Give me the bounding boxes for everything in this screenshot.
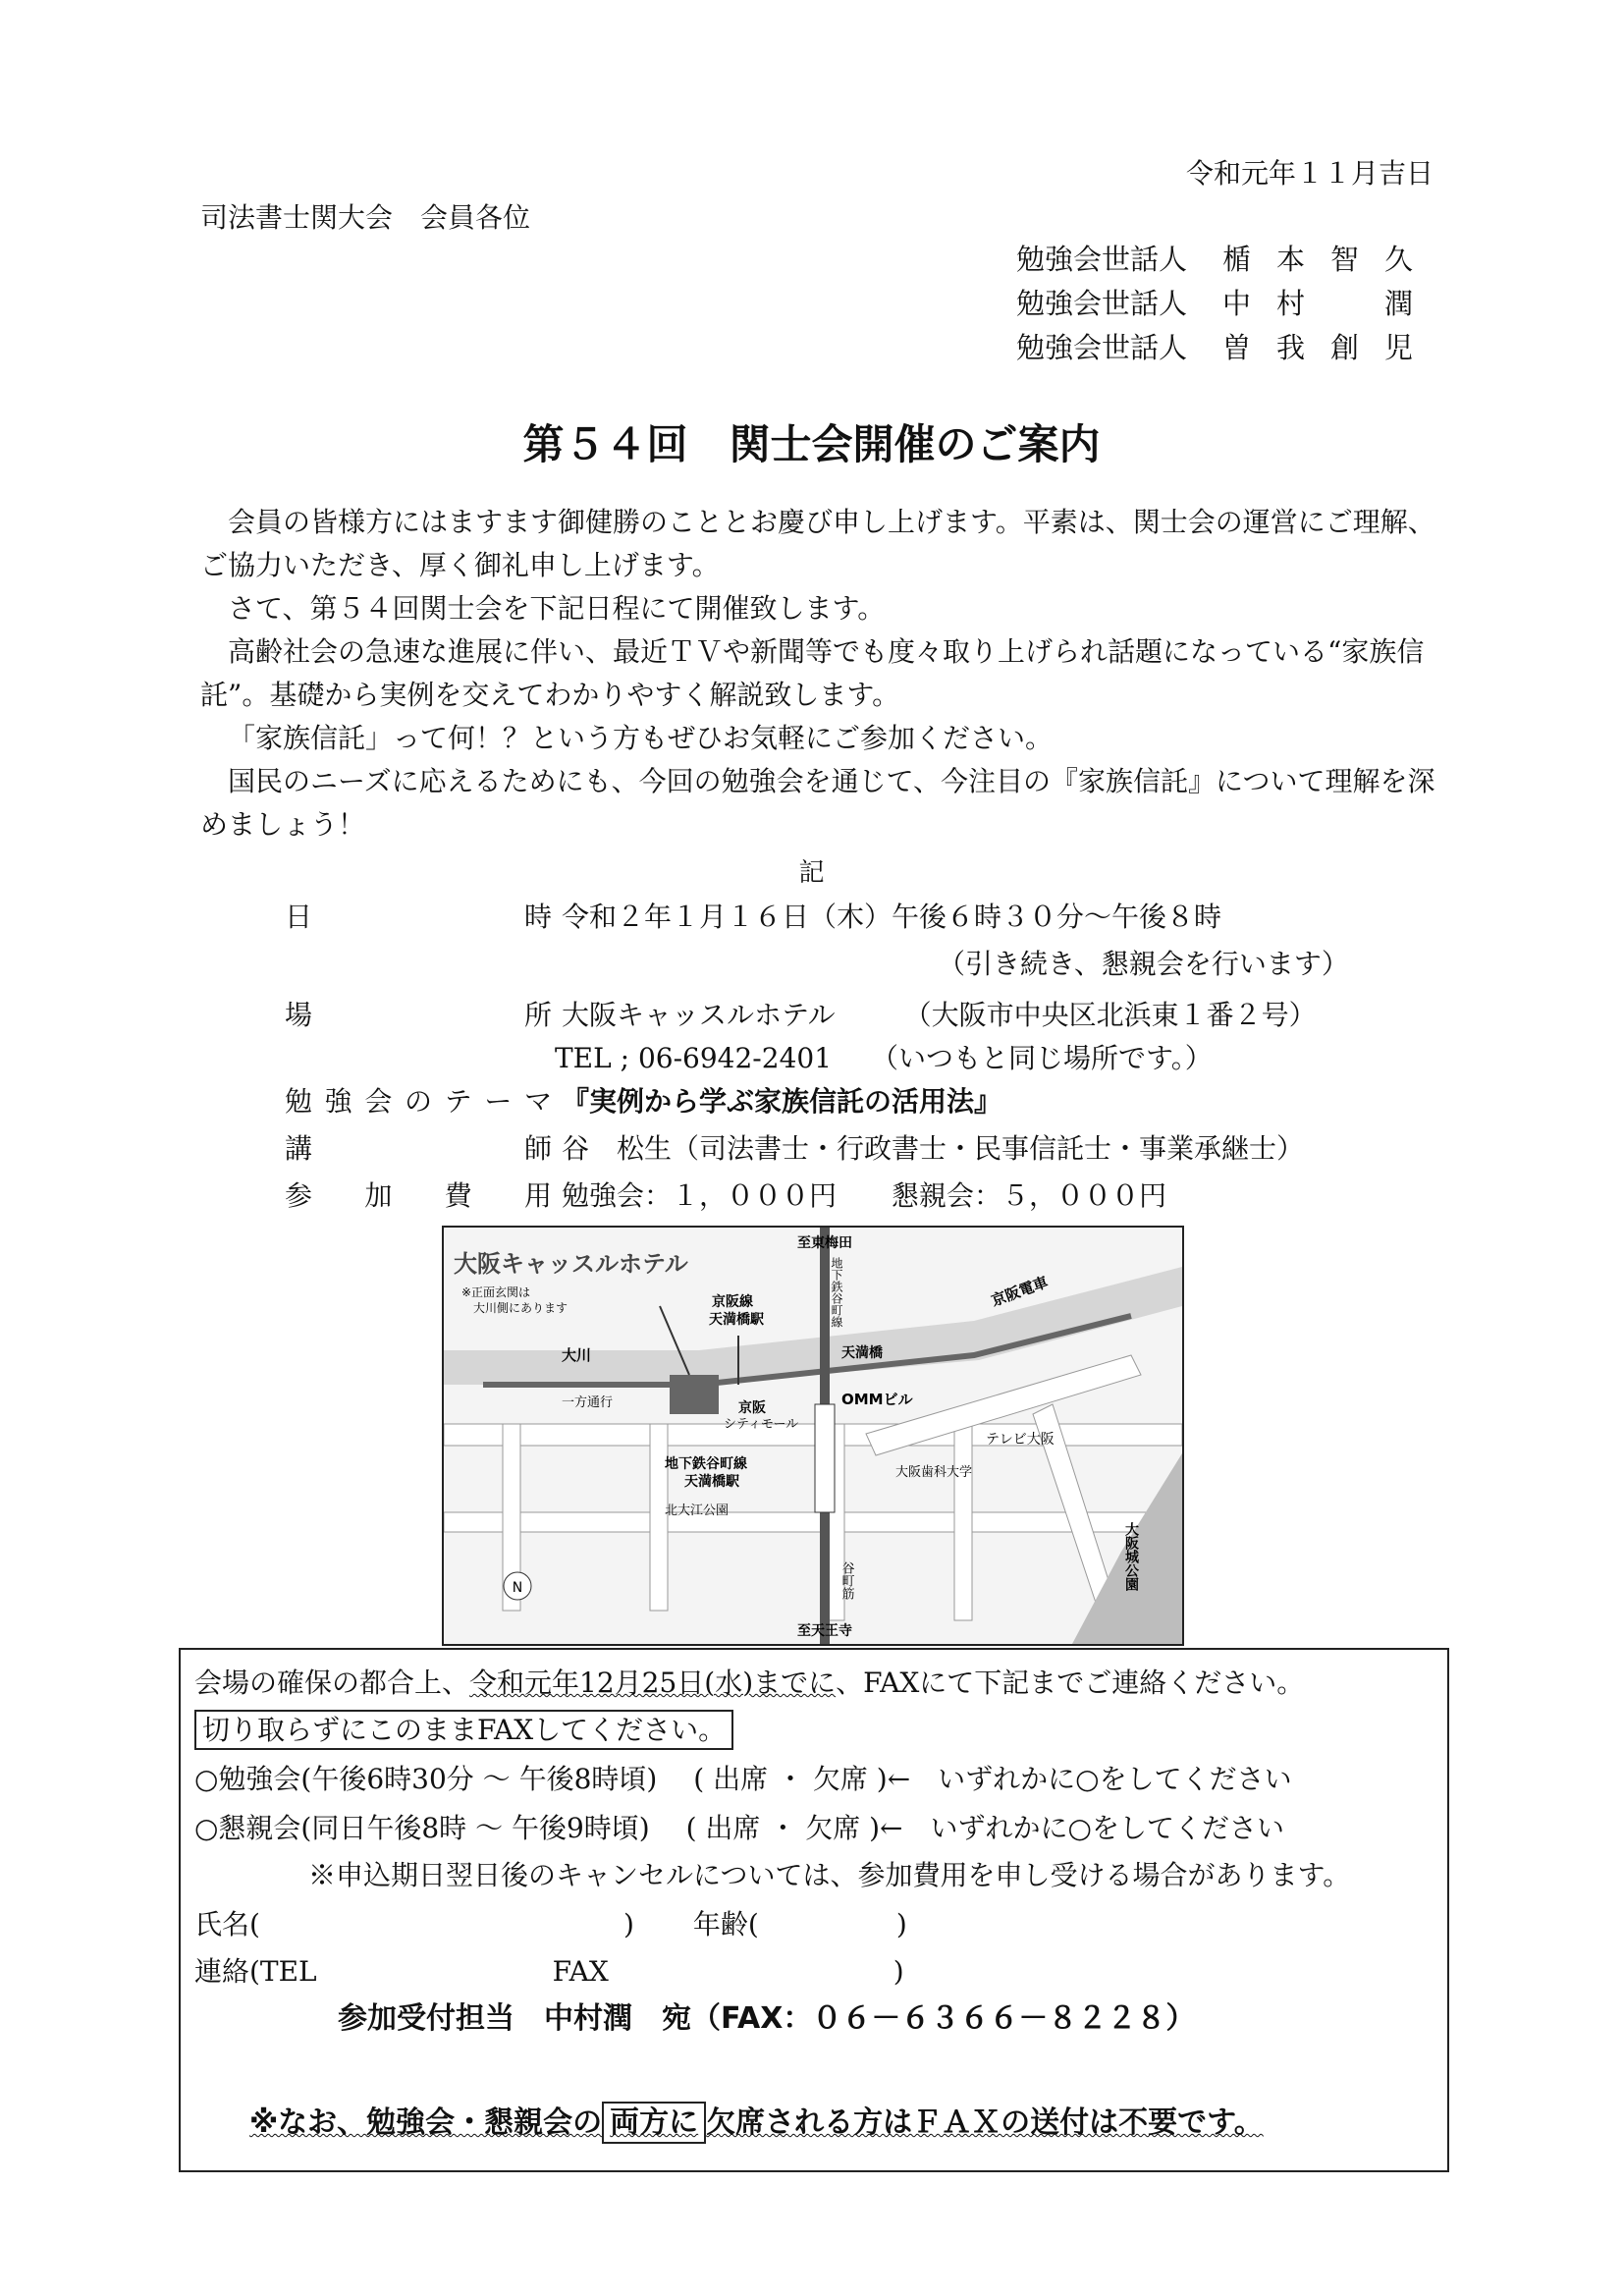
organizer-name: 楯本智久 (1222, 243, 1439, 276)
fax-name-label: 氏名( (194, 1908, 260, 1941)
map-keihan-city: 京阪 (738, 1400, 766, 1416)
paragraph-announcement: さて、第５４回関士会を下記日程にて開催致します。 (228, 592, 886, 625)
map-omm: OMMビル (841, 1391, 913, 1408)
map-okawa: 大川 (562, 1346, 592, 1364)
detail-label: 勉強会のテーマ (285, 1085, 552, 1118)
fax-text: 欠席される方はＦＡＸの送付は不要です。 (706, 2105, 1264, 2140)
organizer-1 (1016, 238, 1438, 278)
body-text (200, 501, 1435, 847)
detail-value: 大阪キャッスルホテル (562, 999, 836, 1031)
detail-place (285, 994, 1317, 1033)
organizer-role: 勉強会世話人 (1016, 243, 1188, 276)
fax-paren: ) (893, 1955, 904, 1988)
fax-contact-fax: FAX (552, 1955, 609, 1988)
map-hotel-label: 大阪キャッスルホテル (454, 1250, 688, 1278)
compass-icon: N (512, 1580, 523, 1596)
detail-value: 勉強会：１，０００円 懇親会：５，０００円 (562, 1179, 1167, 1212)
map-tanimachi-label: 谷町筋 (839, 1561, 854, 1600)
fax-contact-field[interactable] (194, 1950, 904, 1990)
map-subway-station: 地下鉄谷町線 (665, 1456, 747, 1472)
fax-paren: ) (895, 1908, 907, 1941)
place-tel: TEL ; 06-6942-2401 (555, 1042, 833, 1074)
map-castle-park: 大阪城公園 (1123, 1522, 1139, 1591)
map-keihan-line-label: 京阪電車 (989, 1273, 1051, 1310)
place-address: （大阪市中央区北浜東１番２号） (903, 999, 1317, 1031)
fax-paren: ) (622, 1908, 634, 1941)
map-keihan-station: 京阪線 (712, 1294, 753, 1310)
hotel-building (670, 1375, 719, 1414)
map-subway-v-label: 地下鉄谷町線 (830, 1257, 843, 1328)
fax-reply-form (179, 1648, 1449, 2172)
detail-lecturer (285, 1127, 1304, 1167)
page-title: 第５４回 関士会開催のご案内 (522, 420, 1101, 468)
fax-name-field[interactable] (194, 1903, 907, 1942)
map-oneway: 一方通行 (562, 1395, 614, 1410)
fax-deadline-line (194, 1662, 1304, 1701)
issue-date: 令和元年１１月吉日 (1185, 157, 1434, 190)
detail-theme (285, 1080, 1001, 1120)
map-subway-station: 天満橋駅 (684, 1474, 739, 1490)
fax-age-label: 年齢( (692, 1908, 759, 1941)
fax-study-attendance[interactable]: ○勉強会(午後6時30分 ～ 午後8時頃) ( 出席 ・ 欠席 )← いずれかに○をしてください (194, 1763, 1292, 1795)
map-kitaoe-park: 北大江公園 (665, 1503, 730, 1518)
detail-label: 講師 (285, 1132, 552, 1165)
detail-value: 『実例から学ぶ家族信託の活用法』 (562, 1085, 1002, 1118)
fax-instruction (194, 1709, 733, 1748)
detail-value: 谷 松生（司法書士・行政書士・民事信託士・事業承継士） (562, 1132, 1305, 1165)
detail-value: 令和２年１月１６日（木）午後６時３０分～午後８時 (562, 901, 1222, 933)
fax-text: 、FAXにて下記までご連絡ください。 (836, 1667, 1305, 1699)
map-tenmabashi: 天満橋 (841, 1345, 883, 1361)
addressee: 司法書士関大会 会員各位 (200, 201, 531, 234)
detail-datetime (285, 896, 1221, 935)
fax-text: ※なお、勉強会・懇親会の (249, 2105, 603, 2140)
map-tv-osaka: テレビ大阪 (986, 1432, 1055, 1448)
detail-label: 参加費用 (285, 1179, 552, 1212)
map-south-label: 至天王寺 (797, 1623, 852, 1639)
ki-heading: 記 (798, 858, 825, 888)
street (444, 1424, 1182, 1446)
fax-deadline: 令和元年12月25日(水)までに (469, 1667, 837, 1699)
paragraph-closing: 国民のニーズに応えるためにも、今回の勉強会を通じて、今注目の『家族信託』について理解を深めましょう！ (200, 765, 1435, 841)
paragraph-invitation: 「家族信託」って何！？という方もぜひお気軽にご参加ください。 (228, 722, 1054, 754)
access-map (442, 1226, 1184, 1646)
street (954, 1424, 972, 1620)
organizer-name: 曽我創児 (1222, 331, 1439, 364)
detail-label: 日時 (285, 901, 552, 933)
okawa-river (444, 1267, 1182, 1385)
fax-contact-label: 連絡(TEL (194, 1955, 317, 1988)
fax-text: 会場の確保の都合上、 (194, 1667, 470, 1699)
fax-reception: 参加受付担当 中村潤 宛（FAX：０６－６３６６－８２２８） (338, 2001, 1196, 2036)
detail-tel (555, 1037, 1213, 1076)
organizer-role: 勉強会世話人 (1016, 287, 1188, 320)
fax-cancel-note: ※申込期日翌日後のキャンセルについては、参加費用を申し受ける場合があります。 (308, 1859, 1351, 1891)
place-note: （いつもと同じ場所です。） (871, 1042, 1213, 1074)
fax-final-note (249, 2098, 1264, 2141)
map-north-label: 至東梅田 (797, 1235, 852, 1251)
map-keihan-city: シティモール (724, 1417, 799, 1432)
detail-label: 場所 (285, 999, 552, 1031)
map-dental-college: 大阪歯科大学 (895, 1465, 973, 1480)
organizer-3 (1016, 326, 1438, 366)
organizer-2 (1016, 282, 1438, 322)
map-hotel-note: 大川側にあります (473, 1301, 568, 1315)
subway-station-box (815, 1404, 835, 1512)
fax-social-attendance[interactable]: ○懇親会(同日午後8時 ～ 午後9時頃) ( 出席 ・ 欠席 )← いずれかに○をしてください (194, 1812, 1284, 1844)
paragraph-greeting: 会員の皆様方にはますます御健勝のこととお慶び申し上げます。平素は、関士会の運営にご理解、ご協力いただき、厚く御礼申し上げます。 (200, 506, 1435, 581)
map-hotel-note: ※正面玄関は (461, 1285, 531, 1299)
map-keihan-station: 天満橋駅 (709, 1312, 764, 1328)
organizer-role: 勉強会世話人 (1016, 331, 1188, 364)
organizer-name: 中村 潤 (1222, 287, 1439, 320)
fax-text: 両方に (602, 2102, 706, 2144)
paragraph-topic: 高齢社会の急速な進展に伴い、最近ＴＶや新聞等でも度々取り上げられ話題になっている“家族信託”。基礎から実例を交えてわかりやすく解説致します。 (200, 635, 1425, 711)
detail-fee (285, 1175, 1166, 1214)
fax-no-cut-note: 切り取らずにこのままFAXしてください。 (194, 1710, 733, 1750)
detail-datetime-note: （引き続き、懇親会を行います） (938, 948, 1349, 980)
